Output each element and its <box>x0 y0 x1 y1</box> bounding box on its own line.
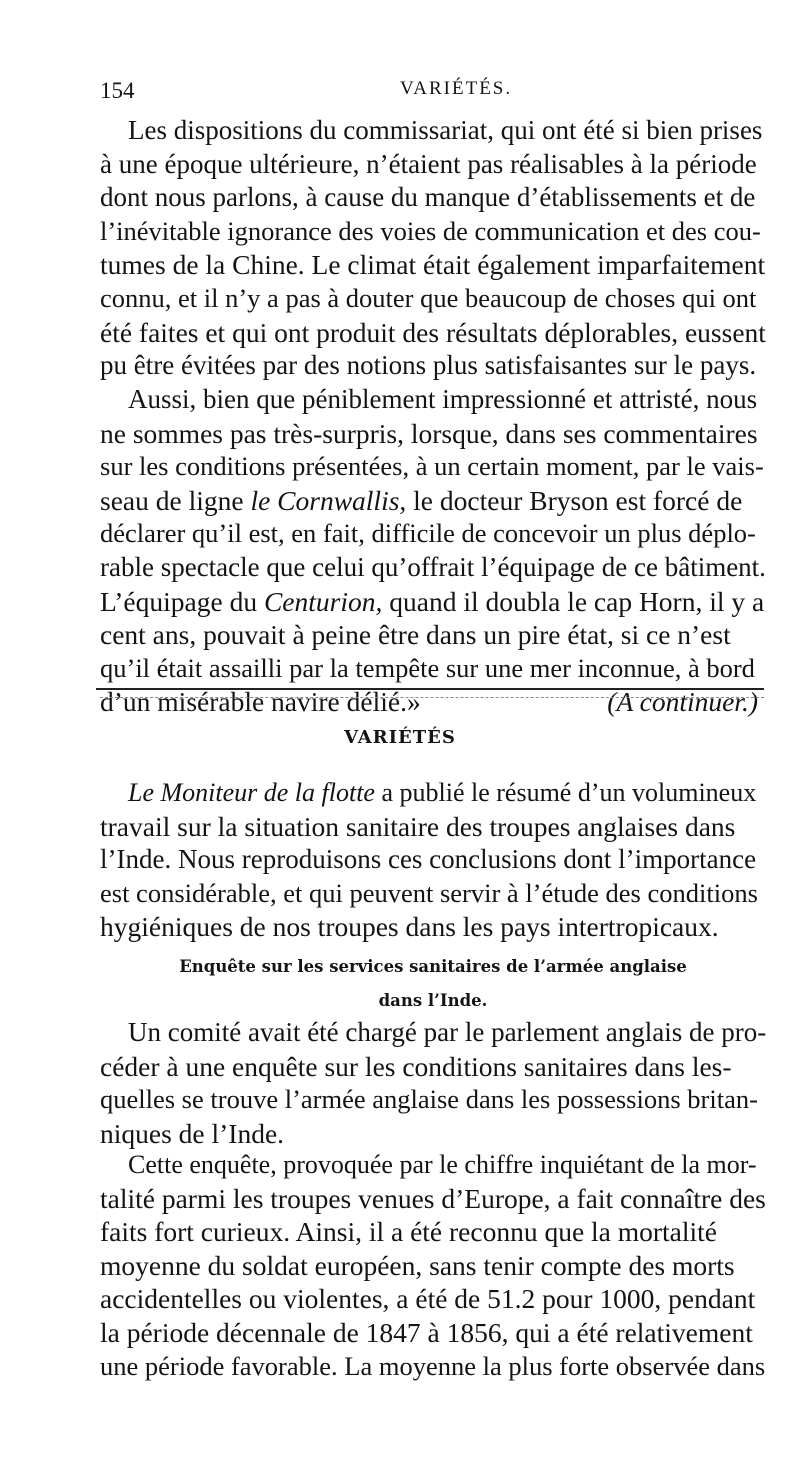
text-line: L’équipage du Centurion, quand il doubla le cap Horn, il y a <box>100 585 765 617</box>
paragraph-intro <box>100 776 766 944</box>
section-divider-secondary <box>100 697 764 698</box>
subheading-line: Enquête sur les services sanitaires de l’armée anglaise <box>179 957 687 976</box>
text-line: l’Inde. Nous reproduisons ces conclusions dont l’importance <box>100 844 757 875</box>
text-line: niques de l’Inde. <box>100 1117 285 1149</box>
text-line: accidentelles ou violentes, a été de 51.2 pour 1000, pendant <box>100 1283 756 1315</box>
text-line: cent ans, pouvait à peine être dans un pire état, si ce n’est <box>100 619 731 651</box>
running-title: VARIÉTÉS. <box>400 78 513 99</box>
text-line: travail sur la situation sanitaire des troupes anglaises dans <box>100 810 736 842</box>
ship-name-cornwallis: le Cornwallis, <box>250 484 407 516</box>
subheading-line: dans l’Inde. <box>378 991 488 1010</box>
text-line: déclarer qu’il est, en fait, difficile de concevoir un plus déplo- <box>100 518 756 549</box>
text-line: talité parmi les troupes venues d’Europe, a fait connaître des <box>100 1182 766 1214</box>
text-line: Un comité avait été chargé par le parlement anglais de pro- <box>128 1017 767 1047</box>
ship-name-centurion: Centurion, <box>263 585 383 617</box>
text-line: sur les conditions présentées, à un certain moment, par le vais- <box>100 451 764 482</box>
text-line: faits fort curieux. Ainsi, il a été reconnu que la mortalité <box>100 1216 718 1248</box>
text-line: Le Moniteur de la flotte a publié le résumé d’un volumineux <box>128 778 757 807</box>
text-line: une période favorable. La moyenne la plus forte observée dans <box>100 1350 766 1381</box>
text-line: quelles se trouve l’armée anglaise dans les possessions britan- <box>100 1084 758 1115</box>
paragraph-comite <box>100 1016 766 1150</box>
text-line: d’un misérable navire délié.» (A continuer.) <box>100 685 766 719</box>
running-head <box>100 74 790 106</box>
page-number: 154 <box>100 78 135 103</box>
text-line: dont nous parlons, à cause du manque d’établissements et de <box>100 182 756 213</box>
text-line: ne sommes pas très-surpris, lorsque, dans ses commentaires <box>100 417 758 449</box>
text-line: Cette enquête, provoquée par le chiffre inquiétant de la mor- <box>128 1150 757 1179</box>
to-be-continued: (A continuer.) <box>607 686 758 718</box>
text-line: connu, et il n’y a pas à douter que beaucoup de choses qui ont <box>100 282 757 313</box>
paragraph-enquete <box>100 1148 766 1383</box>
subheading <box>100 950 766 1018</box>
text-line: hygiéniques de nos troupes dans les pays intertropicaux. <box>100 911 719 943</box>
paragraph-commissariat <box>100 114 766 383</box>
text-line: la période décennale de 1847 à 1856, qui a été relativement <box>100 1316 753 1348</box>
section-title: VARIÉTÉS <box>344 727 456 748</box>
publication-title: Le Moniteur de la flotte <box>128 778 375 807</box>
text-line: rable spectacle que celui qu’offrait l’équipage de ce bâtiment. <box>100 551 766 582</box>
text-line: à une époque ultérieure, n’étaient pas réalisables à la période <box>100 148 757 179</box>
text-line: qu’il était assailli par la tempête sur une mer inconnue, à bord <box>100 652 755 683</box>
text-line: seau de ligne le Cornwallis, le docteur Bryson est forcé de <box>100 484 743 516</box>
text-line: été faites et qui ont produit des résultats déplorables, eussent <box>100 316 766 348</box>
text-line: Les dispositions du commissariat, qui ont été si bien prises <box>128 115 763 145</box>
text-line: l’inévitable ignorance des voies de communication et des cou- <box>100 215 761 246</box>
text-line: est considérable, et qui peuvent servir à l’étude des conditions <box>100 877 758 908</box>
text-line: moyenne du soldat européen, sans tenir compte des morts <box>100 1249 735 1281</box>
text-line: Aussi, bien que péniblement impressionné et attristé, nous <box>128 384 758 414</box>
text-line: pu être évitées par des notions plus satisfaisantes sur le pays. <box>100 350 757 381</box>
text-line: céder à une enquête sur les conditions sanitaires dans les- <box>100 1050 732 1082</box>
section-divider <box>96 688 764 690</box>
paragraph-cornwallis <box>100 383 766 719</box>
text-line: tumes de la Chine. Le climat était également imparfaitement <box>100 249 766 281</box>
